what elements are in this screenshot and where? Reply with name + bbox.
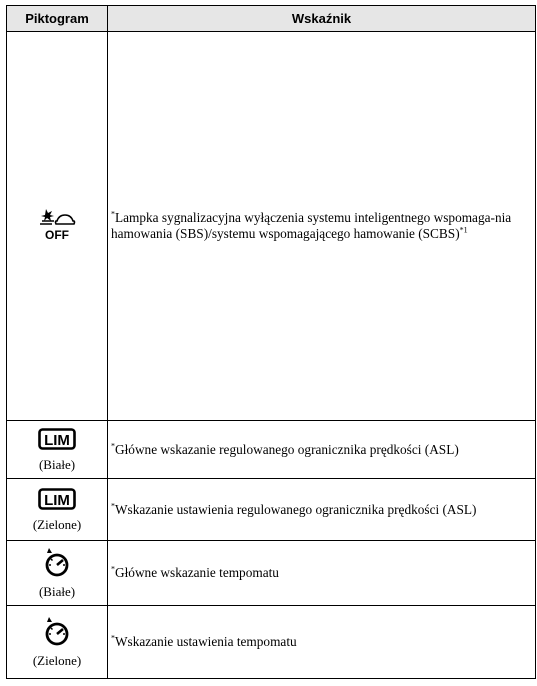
- cruise-control-icon: [40, 547, 74, 577]
- table-row: [7, 479, 536, 541]
- sbs-scbs-off-icon: [37, 207, 77, 241]
- indicator-description: *Główne wskazanie tempomatu: [108, 541, 536, 606]
- indicator-text: Wskazanie ustawienia regulowanego ogranicznika prędkości (ASL): [115, 501, 477, 517]
- svg-text:LIM: LIM: [44, 431, 70, 449]
- header-pictogram: Piktogram: [7, 6, 108, 32]
- indicator-text: Główne wskazanie tempomatu: [115, 565, 279, 580]
- header-indicator: Wskaźnik: [108, 6, 536, 32]
- indicator-text: Główne wskazanie regulowanego ogranicznika prędkości (ASL): [115, 441, 459, 457]
- cruise-control-icon: [40, 616, 74, 646]
- svg-text:OFF: OFF: [45, 227, 69, 241]
- svg-text:LIM: LIM: [44, 491, 70, 509]
- color-note: (Białe): [38, 456, 76, 472]
- table-row: [7, 421, 536, 479]
- lim-icon: [38, 488, 76, 510]
- indicator-description: *Główne wskazanie regulowanego ogranicznika prędkości (ASL): [108, 421, 536, 479]
- lim-icon: [38, 428, 76, 450]
- indicator-table: [6, 5, 536, 679]
- indicator-description: *Lampka sygnalizacyjna wyłączenia systemu inteligentnego wspomaga-nia hamowania (SBS)/systemu wspomagającego hamowanie (SCBS)$^{*1}$: [108, 32, 536, 421]
- table-row: [7, 606, 536, 679]
- pictogram-cell: [7, 606, 108, 679]
- footnote-ref: *1: [459, 225, 468, 235]
- table-header-row: [7, 6, 536, 32]
- pictogram-cell: [7, 541, 108, 606]
- indicator-description: *Wskazanie ustawienia tempomatu: [108, 606, 536, 679]
- indicator-text: Wskazanie ustawienia tempomatu: [115, 634, 297, 649]
- table-row: [7, 32, 536, 421]
- color-note: (Zielone): [32, 653, 82, 668]
- pictogram-cell: [7, 32, 108, 421]
- indicator-text: Lampka sygnalizacyjna wyłączenia systemu inteligentnego wspomaga-nia hamowania (SBS)/systemu wspomagającego hamowanie (SCBS): [111, 210, 512, 241]
- color-note: (Białe): [38, 584, 76, 599]
- table-row: [7, 541, 536, 606]
- color-note: (Zielone): [32, 516, 82, 532]
- pictogram-cell: [7, 479, 108, 541]
- indicator-description: *Wskazanie ustawienia regulowanego ogranicznika prędkości (ASL): [108, 479, 536, 541]
- pictogram-cell: [7, 421, 108, 479]
